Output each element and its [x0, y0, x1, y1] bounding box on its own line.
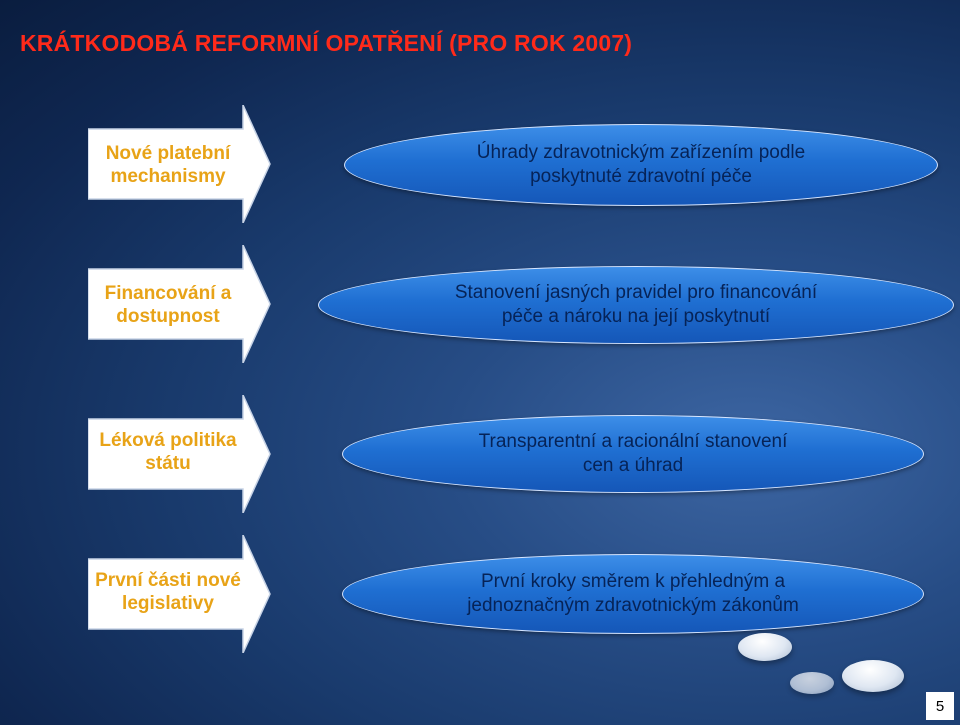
category-line: legislativy — [122, 593, 214, 614]
pill-image — [790, 672, 834, 694]
description-line: poskytnuté zdravotní péče — [530, 166, 752, 187]
description-line: péče a nároku na její poskytnutí — [501, 306, 771, 327]
description-line: Stanovení jasných pravidel pro financování — [454, 282, 818, 303]
slide-number: 5 — [926, 692, 954, 720]
slide-title: KRÁTKODOBÁ REFORMNÍ OPATŘENÍ (PRO ROK 2007) — [20, 30, 633, 56]
pill-image — [738, 633, 792, 661]
reform-row-3 — [0, 395, 960, 513]
description-line: cen a úhrad — [582, 455, 684, 476]
description-line: Úhrady zdravotnickým zařízením podle — [476, 142, 806, 163]
category-line: mechanismy — [110, 166, 226, 187]
category-line: Financování a — [104, 283, 232, 304]
category-label-4 — [78, 569, 258, 615]
category-line: První části nové — [95, 570, 241, 591]
reform-row-1 — [0, 105, 960, 223]
category-line: Léková politika — [99, 430, 237, 451]
description-line: jednoznačným zdravotnickým zákonům — [467, 595, 799, 616]
reform-row-2 — [0, 245, 960, 363]
description-line: Transparentní a racionální stanovení — [478, 431, 788, 452]
category-label-3 — [78, 429, 258, 475]
category-label-2 — [78, 282, 258, 328]
category-line: státu — [145, 453, 191, 474]
pill-image — [842, 660, 904, 692]
description-ellipse-4 — [342, 554, 924, 634]
description-line: První kroky směrem k přehledným a — [480, 571, 786, 592]
category-label-1 — [78, 142, 258, 188]
reform-row-4 — [0, 535, 960, 653]
description-ellipse-1 — [344, 124, 938, 206]
category-line: Nové platební — [105, 143, 231, 164]
description-ellipse-3 — [342, 415, 924, 493]
description-ellipse-2 — [318, 266, 954, 344]
category-line: dostupnost — [116, 306, 220, 327]
